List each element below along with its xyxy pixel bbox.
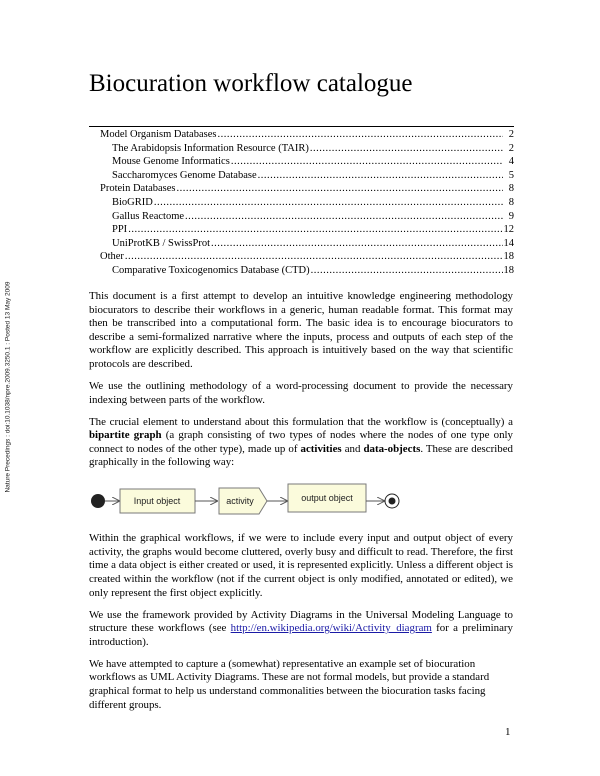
toc-entry[interactable] [89, 155, 514, 169]
p3-bold-bipartite: bipartite graph [89, 429, 162, 442]
page-title: Biocuration workflow catalogue [89, 70, 413, 97]
toc-entry-label: BioGRID [112, 196, 153, 208]
toc-entry[interactable] [89, 223, 514, 237]
activity-label: activity [226, 496, 254, 507]
toc-entry-label: Gallus Reactome [112, 210, 185, 222]
toc-entry-label: Comparative Toxicogenomics Database (CTD) [112, 264, 310, 276]
page-number: 1 [505, 726, 511, 738]
toc-leader-dots [154, 196, 503, 210]
toc-entry[interactable] [89, 128, 514, 142]
toc-leader-dots [128, 223, 502, 237]
toc-entry-page: 2 [508, 129, 514, 140]
toc-entry-label: Mouse Genome Informatics [112, 156, 230, 168]
toc-entry[interactable] [89, 237, 514, 251]
table-of-contents [89, 126, 514, 278]
input-object-label: Input object [133, 496, 181, 507]
toc-entry-page: 4 [508, 156, 514, 168]
toc-leader-dots [258, 169, 503, 183]
paragraph-outlining: We use the outlining methodology of a word-processing document to provide the necessary indexing between parts of the workflow. [89, 379, 513, 406]
p3-bold-activities: activities [300, 442, 342, 455]
toc-entry-label: UniProtKB / SwissProt [112, 237, 211, 249]
toc-entry-page: 8 [508, 183, 514, 195]
toc-entry-page: 18 [503, 251, 514, 263]
toc-entry-label: Other [100, 251, 124, 263]
toc-entry-page: 5 [508, 169, 514, 181]
toc-entry-label: Protein Databases [100, 183, 176, 195]
toc-leader-dots [217, 128, 503, 142]
toc-leader-dots [310, 142, 503, 156]
toc-leader-dots [125, 250, 503, 264]
toc-entry-label: Model Organism Databases [100, 129, 217, 140]
paragraph-examples: We have attempted to capture a (somewhat) representative an example set of biocuration workflows as UML Activity Diagrams. These are not formal models, but provide a standard graphical format to help us understand commonalities between the biocuration tasks facing different groups. [89, 657, 490, 711]
activity-diagram-example [89, 478, 513, 521]
activity-diagram-link[interactable]: http://en.wikipedia.org/wiki/Activity_diagram [230, 622, 432, 635]
body-text [89, 290, 513, 721]
toc-leader-dots [211, 237, 502, 251]
initial-node [91, 494, 105, 508]
p5-text-b: for a preliminary introduction). [89, 622, 514, 648]
toc-leader-dots [311, 264, 503, 278]
output-object-label: output object [301, 493, 353, 504]
paragraph-framework [89, 609, 513, 650]
toc-entry[interactable] [89, 196, 514, 210]
final-node-inner [389, 498, 396, 505]
p3-bold-data-objects: data-objects [363, 442, 421, 455]
p3-text-d: . These are described graphically in the following way: [89, 442, 513, 469]
p5-text-a: We use the framework provided by Activity Diagrams in the Universal Modeling Language to structure these workflows (see [89, 608, 513, 635]
toc-entry-page: 9 [508, 210, 514, 222]
toc-entry[interactable] [89, 210, 514, 224]
toc-leader-dots [231, 155, 503, 169]
toc-entry-page: 18 [503, 264, 514, 276]
toc-entry-page: 14 [503, 237, 514, 249]
toc-entry-page: 2 [508, 142, 514, 154]
toc-entry-label: Saccharomyces Genome Database [112, 169, 257, 181]
toc-entry[interactable] [89, 264, 514, 278]
toc-entry[interactable] [89, 250, 514, 264]
p3-text-a: The crucial element to understand about this formulation that the workflow is (conceptually) a [89, 415, 513, 428]
toc-entry-label: The Arabidopsis Information Resource (TAIR) [112, 142, 309, 154]
toc-entry[interactable] [89, 142, 514, 156]
activity-diagram-svg [89, 478, 513, 521]
sidebar-citation-text: Nature Precedings : doi:10.1038/npre.2009.3250.1 : Posted 13 May 2009 [4, 281, 12, 493]
paragraph-intro: This document is a first attempt to develop an intuitive knowledge engineering methodology biocurators to describe their workflows in a generic, human readable format. This format may then be transcribed into a computational form. The basic idea is to encourage biocurators to describe a semi-formalized narrative where the inputs, process and outputs of each step of the workflow are explicitly described. This approach is intuitively based on the way that scientific protocols are described. [89, 290, 513, 370]
toc-entry-page: 8 [508, 196, 514, 208]
toc-entry-page: 12 [503, 224, 514, 236]
p3-text-b: (a graph consisting of two types of nodes where the nodes of one type only connect to nodes of the other type), made up of [89, 429, 514, 455]
toc-entry-label: PPI [112, 224, 128, 236]
paragraph-bipartite [89, 416, 513, 470]
toc-leader-dots [177, 182, 503, 196]
toc-entry[interactable] [89, 182, 514, 196]
sidebar-citation [0, 262, 16, 512]
p3-text-c: and [341, 442, 364, 455]
paragraph-graphical-workflows: Within the graphical workflows, if we were to include every input and output object of every activity, the graphs would become cluttered, overly busy and difficult to read. Therefore, the first time a data object is either created or used, it is represented explicitly. Unless a different object is created within the workflow (not if the current object is only modified, annotated or edited), we only represent the first object explicitly. [89, 532, 513, 599]
toc-leader-dots [185, 210, 503, 224]
toc-entry[interactable] [89, 169, 514, 183]
